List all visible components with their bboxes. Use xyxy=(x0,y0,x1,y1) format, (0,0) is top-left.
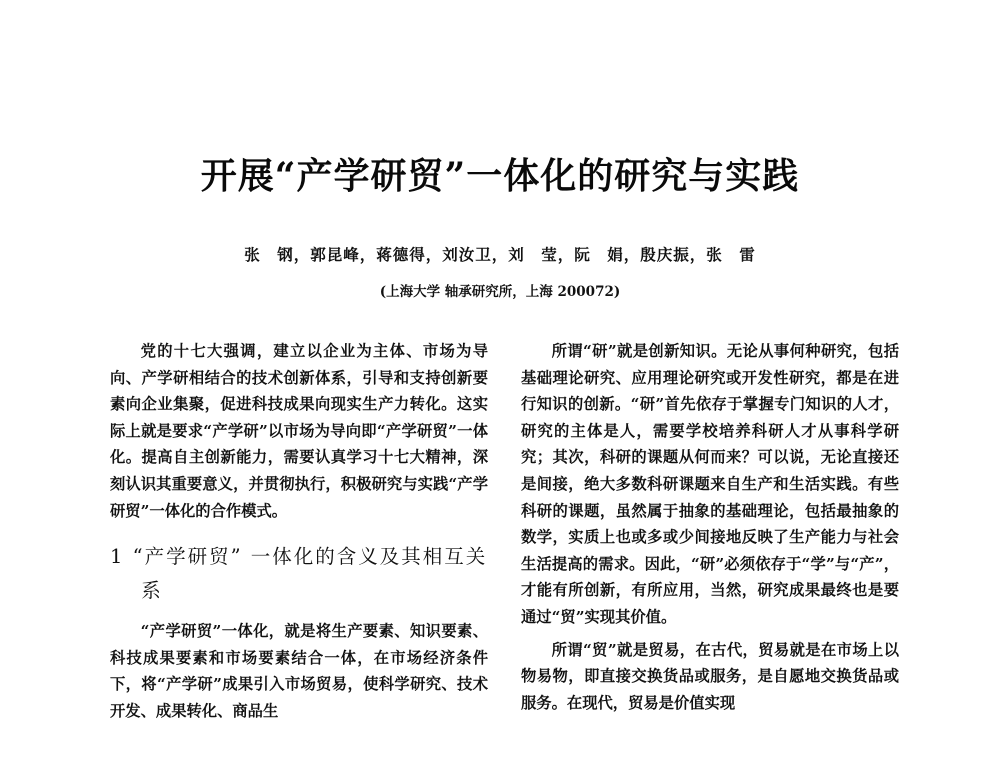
left-column xyxy=(110,338,488,725)
page-title: 开展“产学研贸”一体化的研究与实践 xyxy=(200,155,800,197)
author-list: 张 钢，郭昆峰，蒋德得，刘汝卫，刘 莹，阮 娟，殷庆振，张 雷 xyxy=(244,245,756,264)
trade-paragraph: 所谓“贸”就是贸易，在古代，贸易就是在市场上以物易物，即直接交换货品或服务，是自愿地交换货品或服务。在现代，贸易是价值实现 xyxy=(521,640,899,712)
section-heading: 1 “产学研贸” 一体化的含义及其相互关系 xyxy=(110,545,488,603)
right-column xyxy=(521,338,899,716)
research-paragraph: 所谓“研”就是创新知识。无论从事何种研究，包括基础理论研究、应用理论研究或开发性研究，都是在进行知识的创新。“研”首先依存于掌握专门知识的人才，研究的主体是人，需要学校培养科研人才从事科学研究；其次，科研的课题从何而来？可以说，无论直接还是间接，绝大多数科研课题来自生产和生活实践。有些科研的课题，虽然属于抽象的基础理论，包括最抽象的数学，实质上也或多或少间接地反映了生产能力与社会生活提高的需求。因此，“研”必须依存于“学”与“产”，才能有所创新，有所应用，当然，研究成果最终也是要通过“贸”实现其价值。 xyxy=(521,342,899,626)
intro-paragraph: 党的十七大强调，建立以企业为主体、市场为导向、产学研相结合的技术创新体系，引导和支持创新要素向企业集聚，促进科技成果向现实生产力转化。这实际上就是要求“产学研”以市场为导向即“产学研贸”一体化。提高自主创新能力，需要认真学习十七大精神，深刻认识其重要意义，并贯彻执行，积极研究与实践“产学研贸”一体化的合作模式。 xyxy=(110,342,488,520)
affiliation: (上海大学 轴承研究所，上海 200072) xyxy=(379,284,621,300)
section-paragraph: “产学研贸”一体化，就是将生产要素、知识要素、科技成果要素和市场要素结合一体，在市场经济条件下，将“产学研”成果引入市场贸易，使科学研究、技术开发、成果转化、商品生 xyxy=(110,622,488,720)
